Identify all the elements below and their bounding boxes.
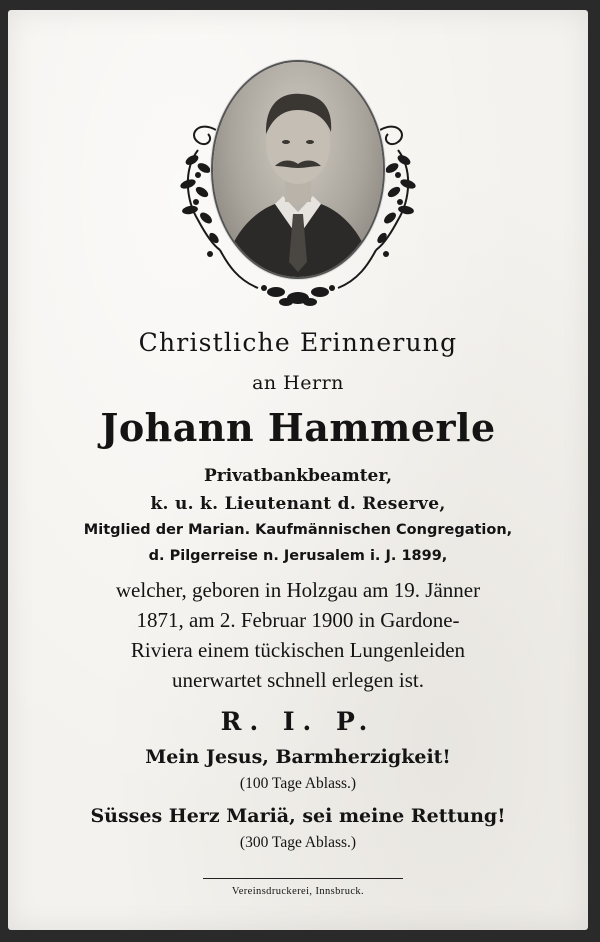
title-line: d. Pilgerreise n. Jerusalem i. J. 1899, <box>148 548 448 564</box>
memorial-card <box>8 10 588 930</box>
title-line: k. u. k. Lieutenant d. Reserve, <box>150 494 446 514</box>
rip-text: R. I. P. <box>220 707 376 736</box>
title-line: Mitglied der Marian. Kaufmännischen Congregation, <box>83 522 513 538</box>
paragraph-line: 1871, am 2. Februar 1900 in Gardone- <box>136 608 460 632</box>
title-line: Privatbankbeamter, <box>204 466 392 486</box>
prayer-text: Mein Jesus, Barmherzigkeit! <box>145 746 451 768</box>
card-heading: Christliche Erinnerung <box>138 328 458 357</box>
printer-imprint: Vereinsdruckerei, Innsbruck. <box>231 886 365 897</box>
portrait-figure <box>213 62 383 277</box>
deceased-name: Johann Hammerle <box>100 405 496 450</box>
portrait-photo <box>213 62 383 277</box>
paragraph-line: unerwartet schnell erlegen ist. <box>172 668 424 692</box>
indulgence-text: (100 Tage Ablass.) <box>239 775 357 792</box>
paragraph-line: Riviera einem tückischen Lungenleiden <box>130 638 466 662</box>
prayer-text: Süsses Herz Mariä, sei meine Rettung! <box>90 805 506 827</box>
portrait-frame <box>158 60 438 310</box>
salutation: an Herrn <box>252 372 344 394</box>
paragraph-line: welcher, geboren in Holzgau am 19. Jänner <box>115 578 481 602</box>
divider <box>203 878 403 879</box>
indulgence-text: (300 Tage Ablass.) <box>239 834 357 851</box>
